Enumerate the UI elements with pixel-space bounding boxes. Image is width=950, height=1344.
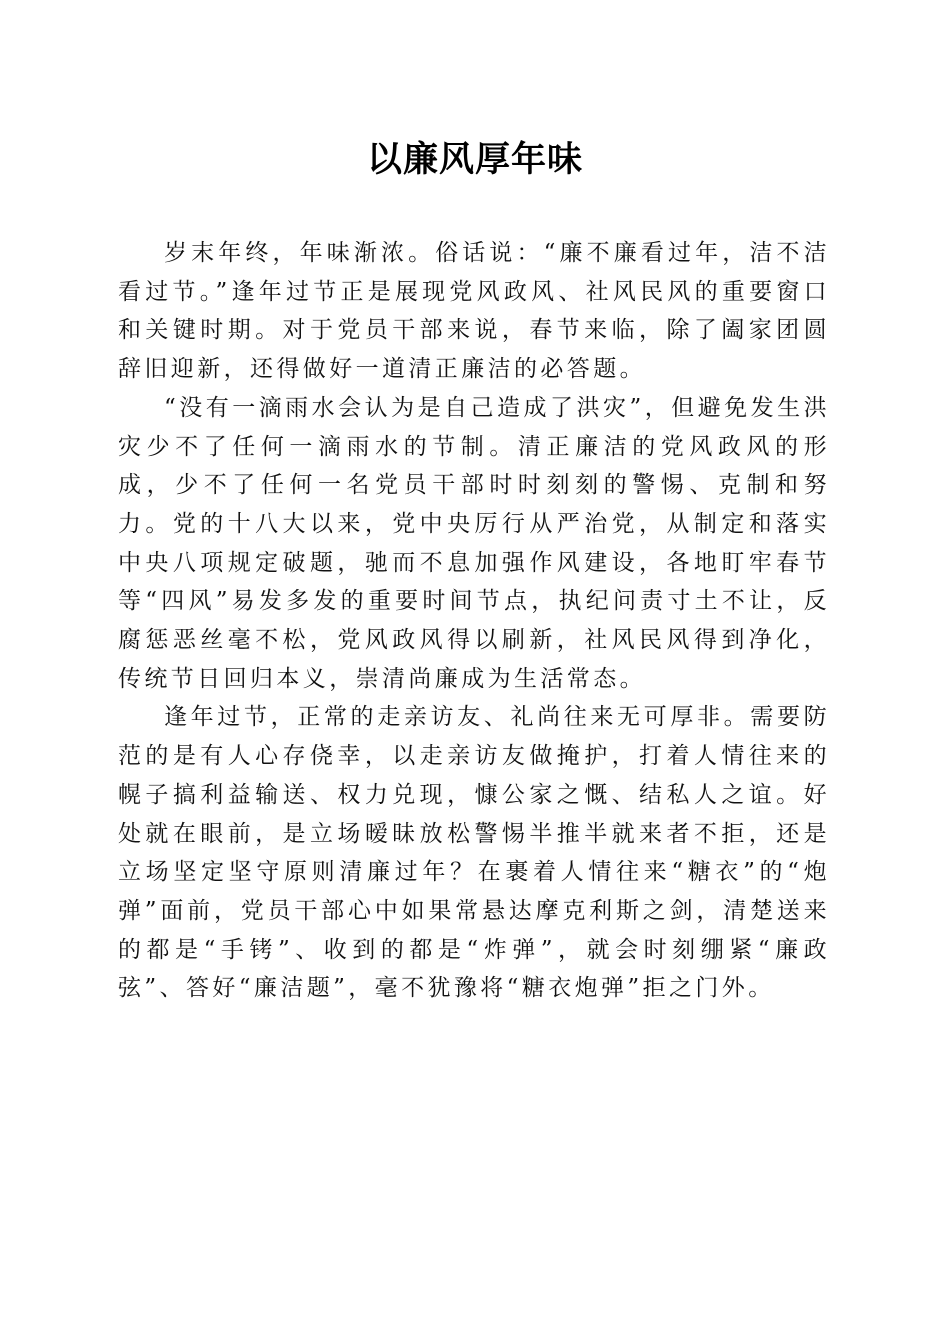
paragraph-2: “没有一滴雨水会认为是自己造成了洪灾”，但避免发生洪灾少不了任何一滴雨水的节制。清正廉洁的党风政风的形成，少不了任何一名党员干部时时刻刻的警惕、克制和努力。党的十八大以来，党中央厉行从严治党，从制定和落实中央八项规定破题，驰而不息加强作风建设，各地盯牢春节等“四风”易发多发的重要时间节点，执纪问责寸土不让，反腐惩恶丝毫不松，党风政风得以刷新，社风民风得到净化，传统节日回归本义，崇清尚廉成为生活常态。 xyxy=(118,394,830,692)
document-body xyxy=(118,234,830,1008)
paragraph-1: 岁末年终，年味渐浓。俗话说：“廉不廉看过年，洁不洁看过节。”逢年过节正是展现党风政风、社风民风的重要窗口和关键时期。对于党员干部来说，春节来临，除了阖家团圆辞旧迎新，还得做好一道清正廉洁的必答题。 xyxy=(118,240,830,383)
document-title: 以廉风厚年味 xyxy=(366,139,583,180)
paragraph-3: 逢年过节，正常的走亲访友、礼尚往来无可厚非。需要防范的是有人心存侥幸，以走亲访友做掩护，打着人情往来的幌子搞利益输送、权力兑现，慷公家之慨、结私人之谊。好处就在眼前，是立场暧昧放松警惕半推半就来者不拒，还是立场坚定坚守原则清廉过年？在裹着人情往来“糖衣”的“炮弹”面前，党员干部心中如果常悬达摩克利斯之剑，清楚送来的都是“手铐”、收到的都是“炸弹”，就会时刻绷紧“廉政弦”、答好“廉洁题”，毫不犹豫将“糖衣炮弹”拒之门外。 xyxy=(118,704,830,1002)
